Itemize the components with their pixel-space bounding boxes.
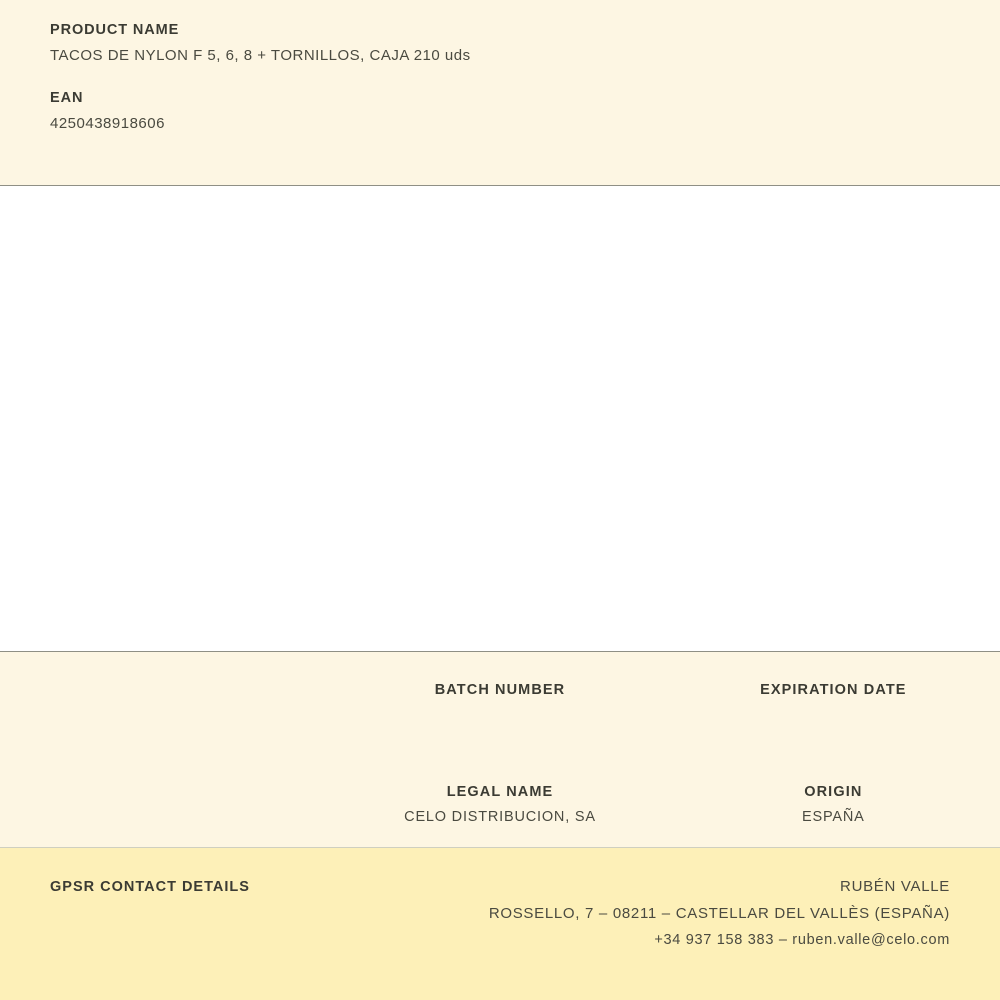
gpsr-contact-section — [0, 848, 1000, 1000]
batch-number-cell — [333, 682, 666, 724]
ean-label: EAN — [50, 90, 84, 106]
spacer-cell-left — [0, 682, 333, 724]
product-header-section — [0, 0, 1000, 186]
product-name-value: TACOS DE NYLON F 5, 6, 8 + TORNILLOS, CAJA 210 uds — [50, 47, 471, 64]
gpsr-contact-address: ROSSELLO, 7 – 08211 – CASTELLAR DEL VALLÈS (ESPAÑA) — [488, 905, 950, 922]
origin-label: ORIGIN — [804, 784, 863, 800]
gpsr-contact-phone-email: +34 937 158 383 – ruben.valle@celo.com — [654, 932, 950, 948]
legal-name-value: CELO DISTRIBUCION, SA — [404, 809, 596, 825]
expiration-date-cell — [667, 682, 1000, 724]
origin-cell — [667, 784, 1000, 825]
expiration-date-label: EXPIRATION DATE — [760, 682, 907, 698]
gpsr-contact-name: RUBÉN VALLE — [840, 878, 950, 895]
product-name-label: PRODUCT NAME — [50, 22, 180, 38]
gpsr-contact-label: GPSR CONTACT DETAILS — [50, 879, 250, 895]
batch-number-value — [341, 707, 658, 724]
batch-expiration-row — [0, 652, 1000, 724]
batch-legal-info-section — [0, 652, 1000, 848]
legal-name-cell — [333, 784, 666, 825]
legal-origin-row — [0, 724, 1000, 825]
legal-name-label: LEGAL NAME — [446, 784, 554, 800]
gpsr-contact-details — [250, 878, 950, 949]
expiration-date-value — [675, 707, 992, 724]
spacer-cell-left-2 — [0, 784, 333, 825]
product-name-block — [50, 22, 950, 64]
batch-number-label: BATCH NUMBER — [434, 682, 566, 698]
ean-value: 4250438918606 — [50, 115, 165, 132]
ean-block — [50, 90, 950, 132]
product-image-area — [0, 186, 1000, 652]
origin-value: ESPAÑA — [802, 809, 865, 825]
